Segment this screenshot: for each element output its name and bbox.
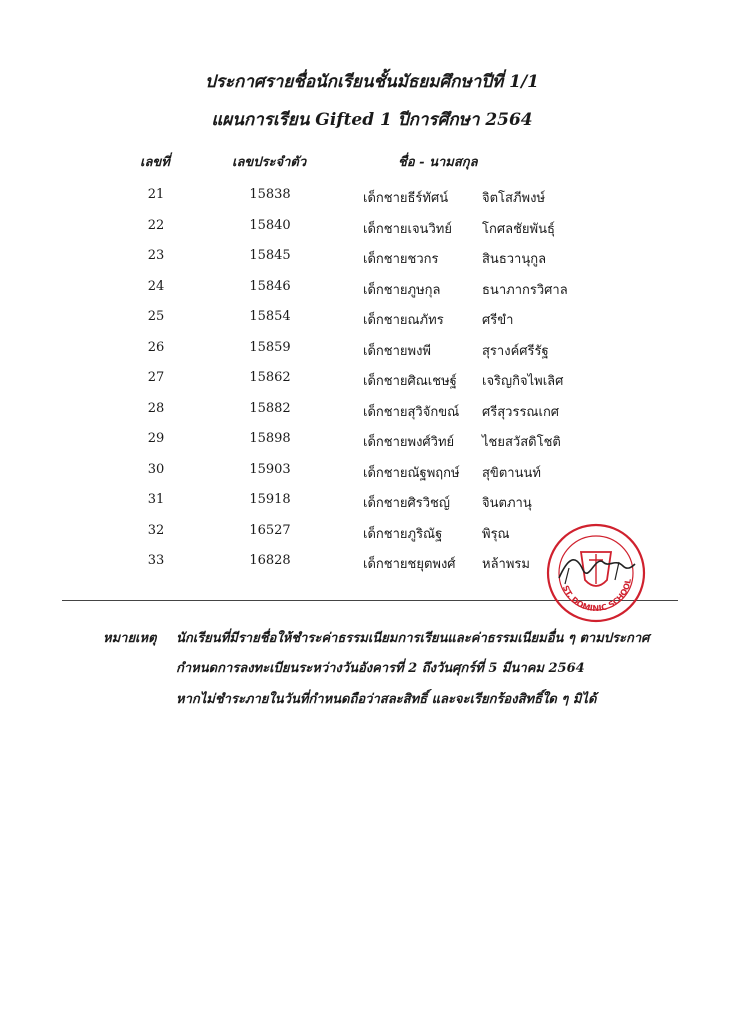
table-row xyxy=(0,340,744,364)
student-id: 15859 xyxy=(249,339,291,355)
student-last-name: จินตภานุ xyxy=(482,496,532,511)
student-first-name: เด็กชายศิณเชษฐ์ xyxy=(363,374,457,389)
page-title: ประกาศรายชื่อนักเรียนชั้นมัธยมศึกษาปีที่ 1/1 xyxy=(204,72,540,92)
student-first-name: เด็กชายชวกร xyxy=(363,252,439,267)
signature xyxy=(559,560,635,578)
table-row xyxy=(0,370,744,394)
table-row xyxy=(0,462,744,486)
student-id: 16828 xyxy=(249,553,291,568)
student-last-name: ศรีขำ xyxy=(482,313,514,328)
student-number: 22 xyxy=(147,217,165,233)
student-id: 15840 xyxy=(249,217,291,233)
student-first-name: เด็กชายศิรวิชญ์ xyxy=(363,496,450,511)
student-id: 15854 xyxy=(249,309,291,324)
student-last-name: สุขิตานนท์ xyxy=(482,465,541,481)
page-subtitle: แผนการเรียน Gifted 1 ปีการศึกษา 2564 xyxy=(211,110,533,130)
seal-text: ST. DOMINIC SCHOOL xyxy=(560,577,633,614)
student-number: 29 xyxy=(147,431,165,446)
student-id: 15918 xyxy=(249,492,291,507)
student-id: 15882 xyxy=(249,400,291,416)
student-first-name: เด็กชายณัฐพฤกษ์ xyxy=(363,465,460,481)
table-row xyxy=(0,279,744,303)
table-row xyxy=(0,248,744,272)
student-last-name: ศรีสุวรรณเกศ xyxy=(482,404,560,420)
student-number: 25 xyxy=(147,309,165,324)
student-first-name: เด็กชายณภัทร xyxy=(363,313,444,328)
column-header-name: ชื่อ - นามสกุล xyxy=(398,155,478,170)
student-number: 21 xyxy=(147,187,165,202)
student-number: 32 xyxy=(147,522,165,538)
student-first-name: เด็กชายสุวิจักขณ์ xyxy=(363,404,460,420)
student-last-name: จิตโสภีพงษ์ xyxy=(482,191,546,206)
column-header-id: เลขประจำตัว xyxy=(232,155,307,170)
note-line-2: กำหนดการลงทะเบียนระหว่างวันอังคารที่ 2 ถึงวันศุกร์ที่ 5 มีนาคม 2564 xyxy=(176,661,585,676)
school-seal-stamp xyxy=(545,522,647,624)
table-row xyxy=(0,309,744,333)
student-id: 15845 xyxy=(249,248,291,263)
student-number: 23 xyxy=(147,248,165,263)
student-number: 33 xyxy=(147,553,165,568)
student-first-name: เด็กชายภูริณัฐ xyxy=(363,526,443,542)
student-number: 24 xyxy=(147,278,165,294)
student-id: 15903 xyxy=(249,461,291,477)
student-first-name: เด็กชายพงพี xyxy=(363,343,431,359)
student-first-name: เด็กชายธีร์ทัศน์ xyxy=(363,191,449,206)
column-header-no: เลขที่ xyxy=(140,155,170,170)
student-last-name: โกศลชัยพันธุ์ xyxy=(482,221,555,237)
student-number: 28 xyxy=(147,400,165,416)
student-id: 15846 xyxy=(249,278,291,294)
table-row xyxy=(0,492,744,516)
student-last-name: สินธวานุกูล xyxy=(482,252,547,267)
table-row xyxy=(0,187,744,211)
student-last-name: ไชยสวัสดิโชติ xyxy=(482,435,561,450)
student-last-name: สุรางค์ศรีรัฐ xyxy=(482,343,549,359)
student-last-name: หล้าพรม xyxy=(482,557,530,572)
student-id: 15898 xyxy=(249,431,291,446)
student-number: 26 xyxy=(147,339,165,355)
student-last-name: พิรุณ xyxy=(482,526,510,542)
student-id: 15838 xyxy=(249,187,291,202)
table-row xyxy=(0,401,744,425)
note-line-1: นักเรียนที่มีรายชื่อให้ชำระค่าธรรมเนียมการเรียนและค่าธรรมเนียมอื่น ๆ ตามประกาศ xyxy=(176,631,650,646)
student-first-name: เด็กชายภูษกุล xyxy=(363,282,441,298)
student-first-name: เด็กชายพงศ์วิทย์ xyxy=(363,435,455,450)
table-row xyxy=(0,218,744,242)
student-number: 30 xyxy=(147,461,165,477)
student-id: 16527 xyxy=(249,522,291,538)
note-line-3: หากไม่ชำระภายในวันที่กำหนดถือว่าสละสิทธิ์ และจะเรียกร้องสิทธิ์ใด ๆ มิได้ xyxy=(176,692,597,707)
student-id: 15862 xyxy=(249,370,291,385)
student-number: 27 xyxy=(147,370,165,385)
student-first-name: เด็กชายเจนวิทย์ xyxy=(363,221,452,237)
student-first-name: เด็กชายชยุตพงศ์ xyxy=(363,557,456,572)
table-row xyxy=(0,431,744,455)
student-number: 31 xyxy=(147,492,165,507)
student-last-name: ธนาภากรวิศาล xyxy=(482,282,568,298)
svg-text:ST. DOMINIC SCHOOL xyxy=(561,578,633,613)
note-label: หมายเหตุ xyxy=(103,631,157,646)
student-last-name: เจริญกิจไพเลิศ xyxy=(482,374,564,389)
